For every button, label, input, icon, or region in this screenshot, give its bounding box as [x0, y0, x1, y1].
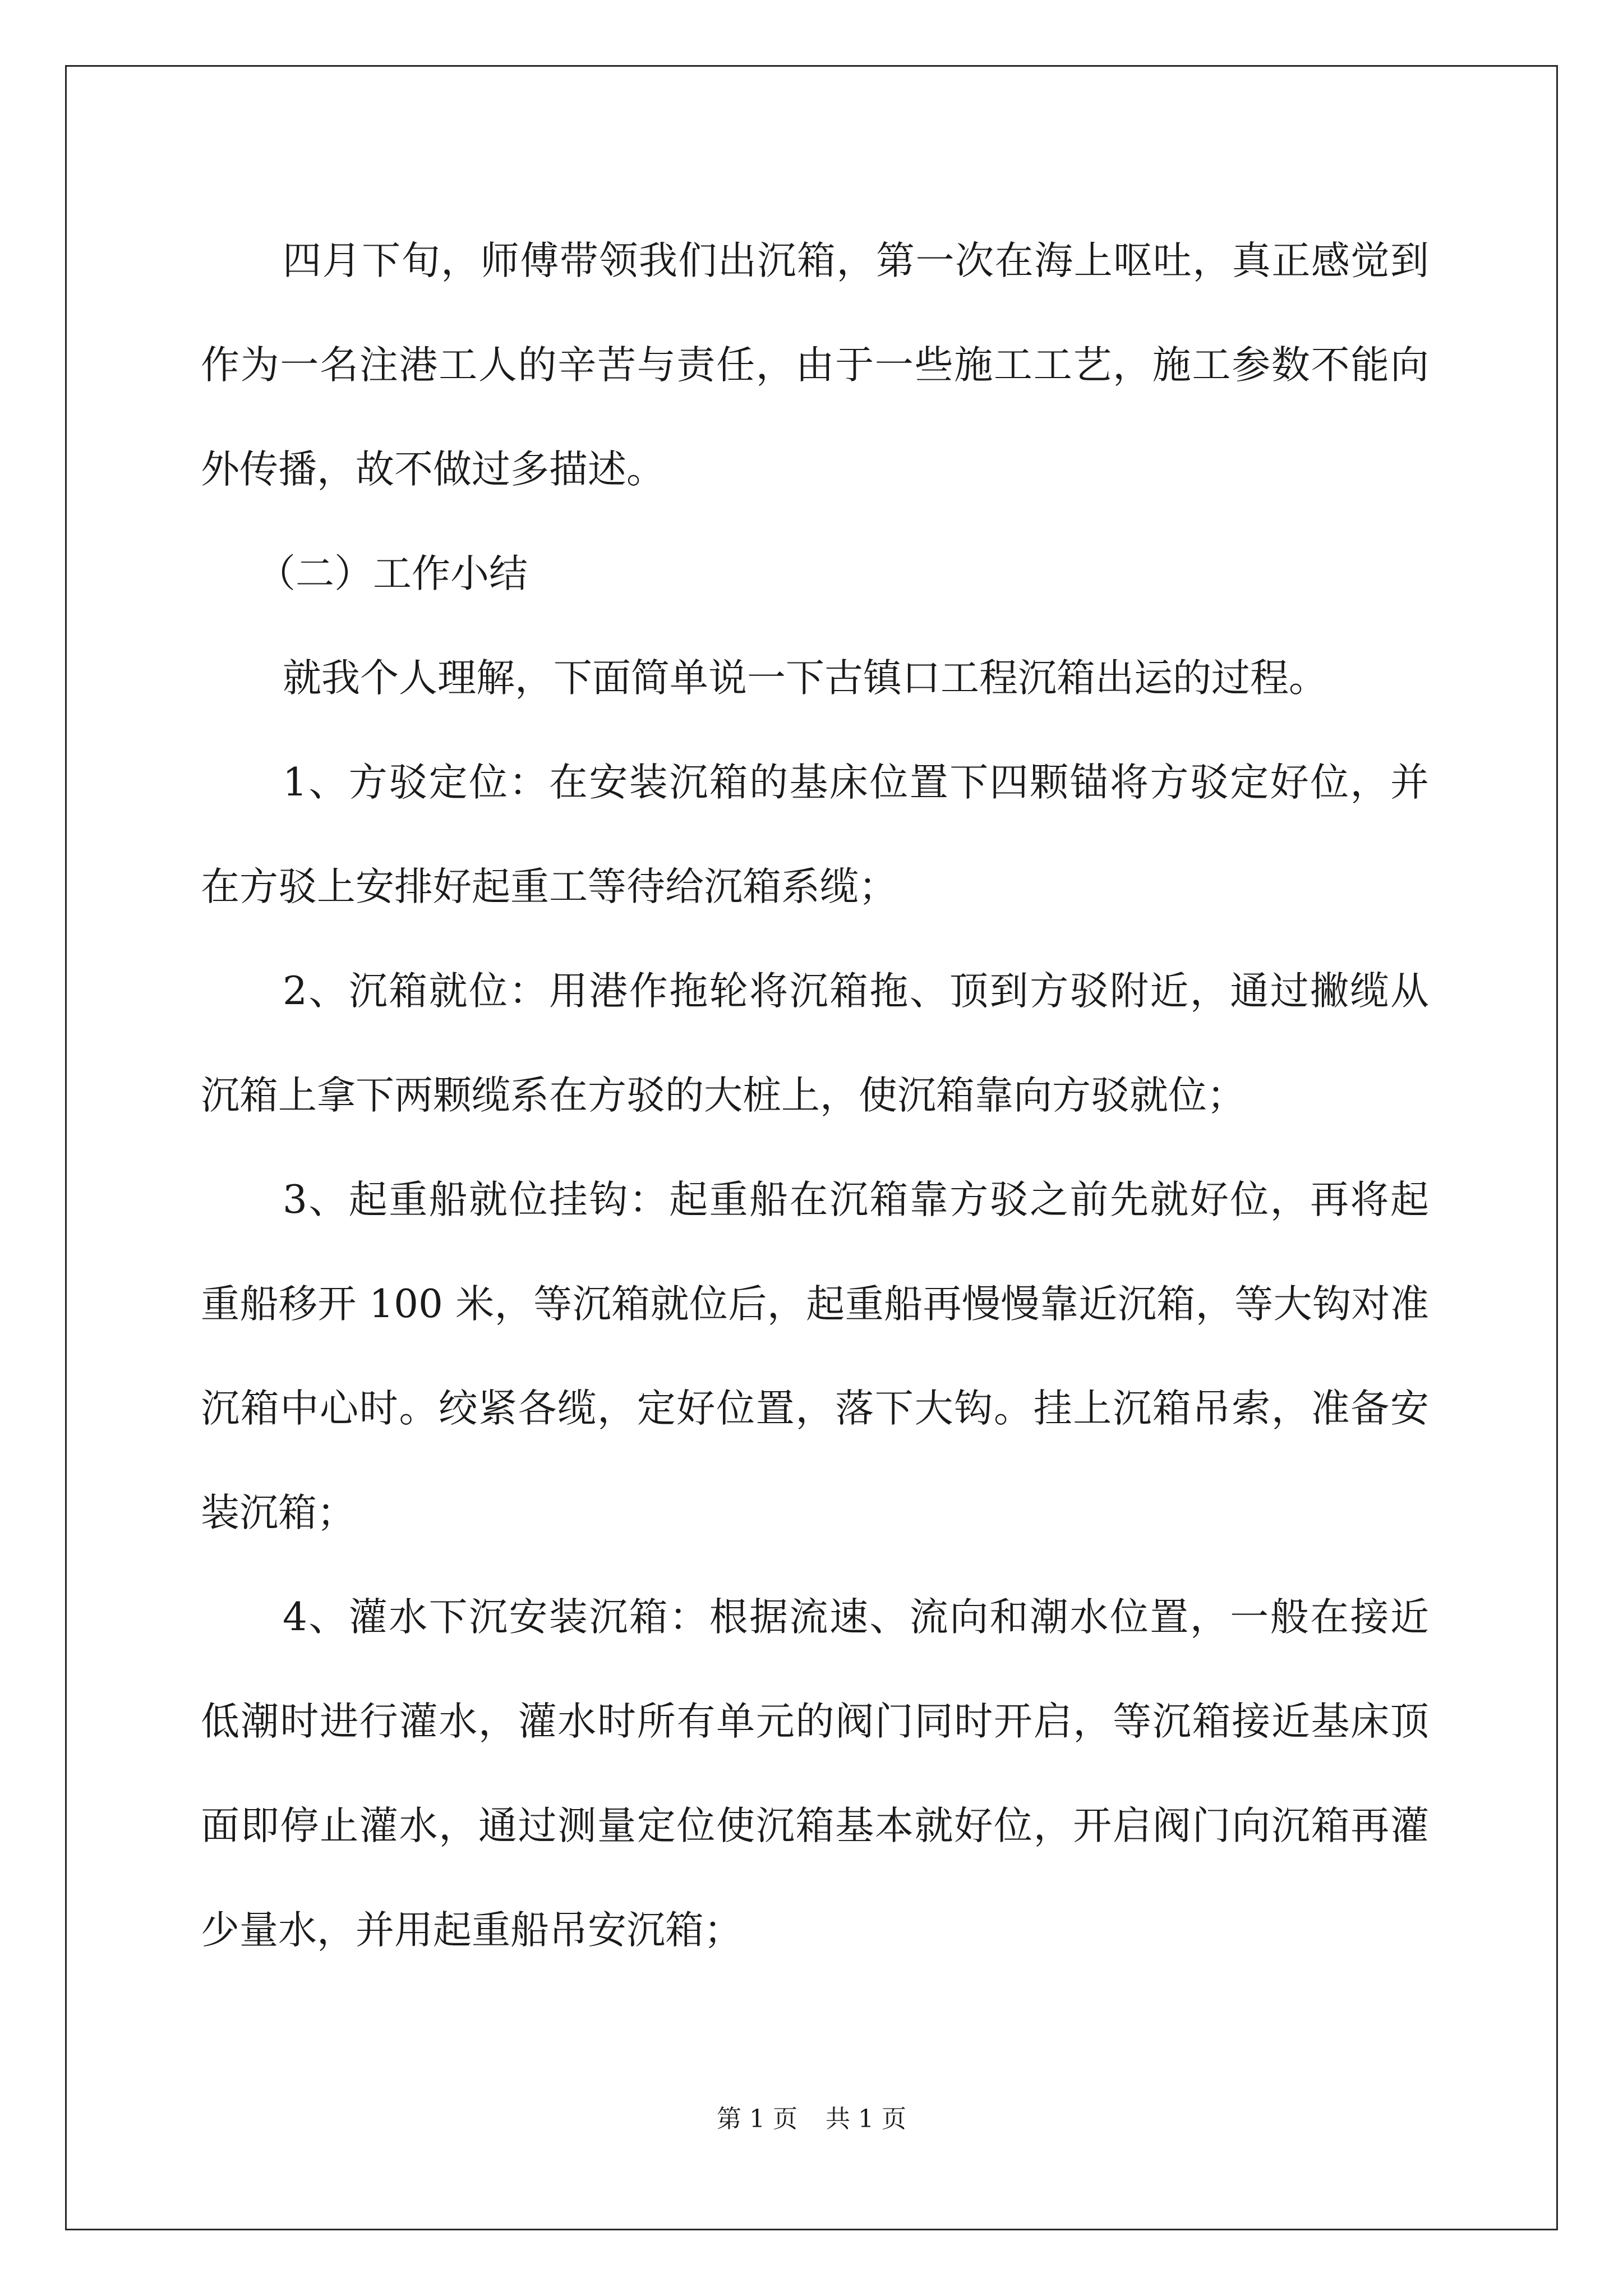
page-footer [0, 2102, 1623, 2136]
paragraph-step-3: 3、起重船就位挂钩：起重船在沉箱靠方驳之前先就好位，再将起重船移开 100 米，等沉箱就位后，起重船再慢慢靠近沉箱，等大钩对准沉箱中心时。绞紧各缆，定好位置，落下大钩。挂上沉箱吊索，准备安装沉箱； [201, 1177, 1429, 1535]
section-heading: （二）工作小结 [257, 551, 528, 596]
paragraph-summary: 就我个人理解，下面简单说一下古镇口工程沉箱出运的过程。 [283, 656, 1327, 701]
paragraph-intro: 四月下旬，师傅带领我们出沉箱，第一次在海上呕吐，真正感觉到作为一名注港工人的辛苦与责任，由于一些施工工艺，施工参数不能向外传播，故不做过多描述。 [201, 238, 1429, 492]
paragraph-step-1: 1、方驳定位：在安装沉箱的基床位置下四颗锚将方驳定好位，并在方驳上安排好起重工等待给沉箱系缆； [201, 760, 1429, 909]
paragraph-step-2: 2、沉箱就位：用港作拖轮将沉箱拖、顶到方驳附近，通过撇缆从沉箱上拿下两颗缆系在方驳的大桩上，使沉箱靠向方驳就位； [201, 969, 1429, 1118]
paragraph-step-4: 4、灌水下沉安装沉箱：根据流速、流向和潮水位置，一般在接近低潮时进行灌水，灌水时所有单元的阀门同时开启，等沉箱接近基床顶面即停止灌水，通过测量定位使沉箱基本就好位，开启阀门向沉箱再灌少量水，并用起重船吊安沉箱； [201, 1595, 1429, 1953]
page-total: 共 1 页 [826, 2105, 906, 2133]
document-body [201, 209, 1429, 1982]
page-number: 第 1 页 [717, 2105, 797, 2133]
